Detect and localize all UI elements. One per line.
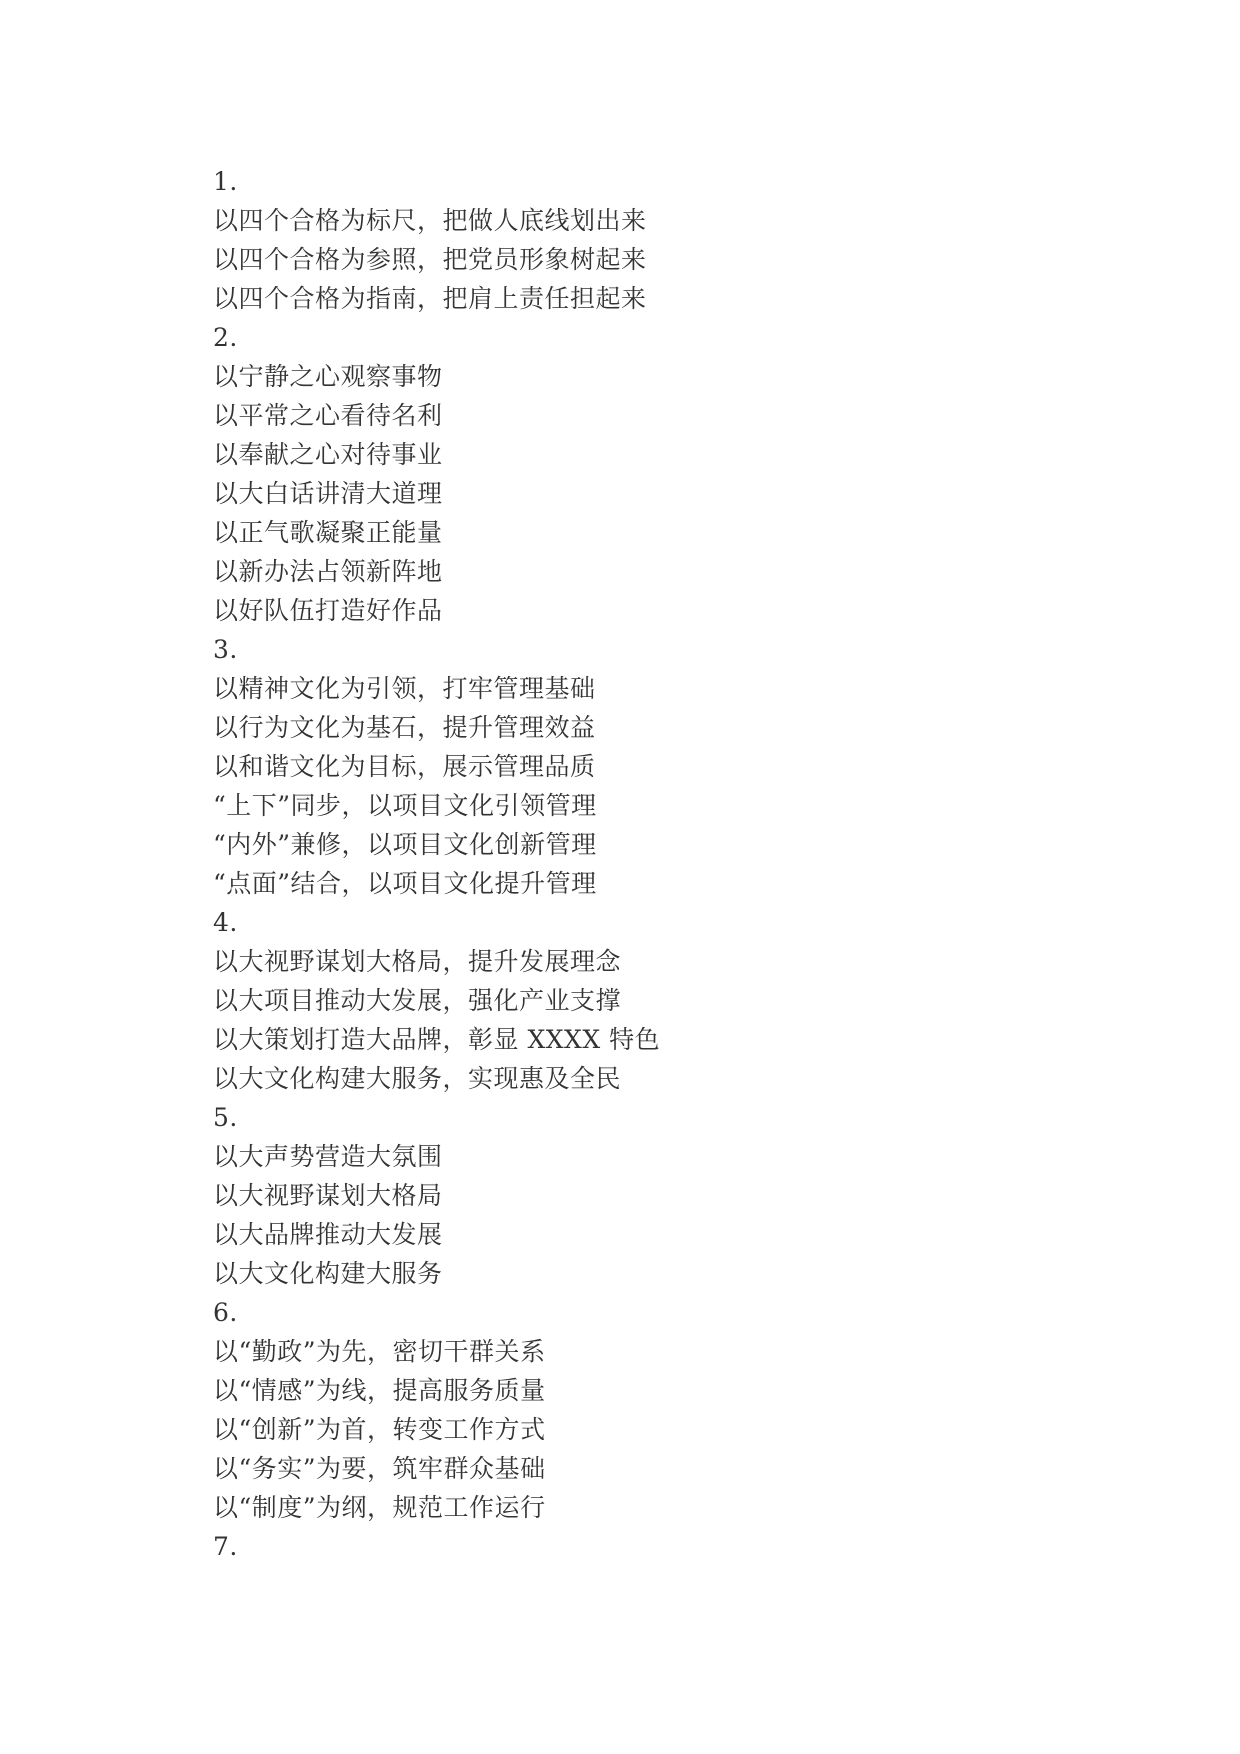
text-line: “上下”同步，以项目文化引领管理 bbox=[213, 791, 597, 820]
text-line: 以精神文化为引领，打牢管理基础 bbox=[213, 674, 596, 703]
text-line: 以大项目推动大发展，强化产业支撑 bbox=[213, 986, 622, 1015]
section-number: 7. bbox=[213, 1532, 238, 1561]
text-line: 以大声势营造大氛围 bbox=[213, 1142, 443, 1171]
text-line: 以四个合格为参照，把党员形象树起来 bbox=[213, 245, 647, 274]
text-line: 以正气歌凝聚正能量 bbox=[213, 518, 443, 547]
text-line: 以大文化构建大服务 bbox=[213, 1259, 443, 1288]
text-line: 以大视野谋划大格局，提升发展理念 bbox=[213, 947, 622, 976]
text-line: 以“制度”为纲，规范工作运行 bbox=[213, 1493, 546, 1522]
text-line: 以“勤政”为先，密切干群关系 bbox=[213, 1337, 546, 1366]
section-number: 6. bbox=[213, 1298, 238, 1327]
section-number: 3. bbox=[213, 635, 238, 664]
text-line: 以好队伍打造好作品 bbox=[213, 596, 443, 625]
text-line: “点面”结合，以项目文化提升管理 bbox=[213, 869, 597, 898]
text-line: 以大文化构建大服务，实现惠及全民 bbox=[213, 1064, 622, 1093]
text-line: 以四个合格为指南，把肩上责任担起来 bbox=[213, 284, 647, 313]
text-line: 以“情感”为线，提高服务质量 bbox=[213, 1376, 546, 1405]
text-line: 以四个合格为标尺，把做人底线划出来 bbox=[213, 206, 647, 235]
text-line: 以大品牌推动大发展 bbox=[213, 1220, 443, 1249]
text-line: 以奉献之心对待事业 bbox=[213, 440, 443, 469]
text-line: 以行为文化为基石，提升管理效益 bbox=[213, 713, 596, 742]
text-line: 以大白话讲清大道理 bbox=[213, 479, 443, 508]
text-line: 以宁静之心观察事物 bbox=[213, 362, 443, 391]
text-line: 以大视野谋划大格局 bbox=[213, 1181, 443, 1210]
section-number: 4. bbox=[213, 908, 238, 937]
text-line: 以新办法占领新阵地 bbox=[213, 557, 443, 586]
section-number: 5. bbox=[213, 1103, 238, 1132]
text-line: 以“创新”为首，转变工作方式 bbox=[213, 1415, 546, 1444]
document-body bbox=[213, 162, 1113, 1566]
text-line: 以“务实”为要，筑牢群众基础 bbox=[213, 1454, 546, 1483]
section-number: 2. bbox=[213, 323, 238, 352]
text-line: 以和谐文化为目标，展示管理品质 bbox=[213, 752, 596, 781]
section-number: 1. bbox=[213, 167, 238, 196]
text-line: 以平常之心看待名利 bbox=[213, 401, 443, 430]
text-line: 以大策划打造大品牌，彰显 XXXX 特色 bbox=[213, 1025, 661, 1054]
text-line: “内外”兼修，以项目文化创新管理 bbox=[213, 830, 597, 859]
